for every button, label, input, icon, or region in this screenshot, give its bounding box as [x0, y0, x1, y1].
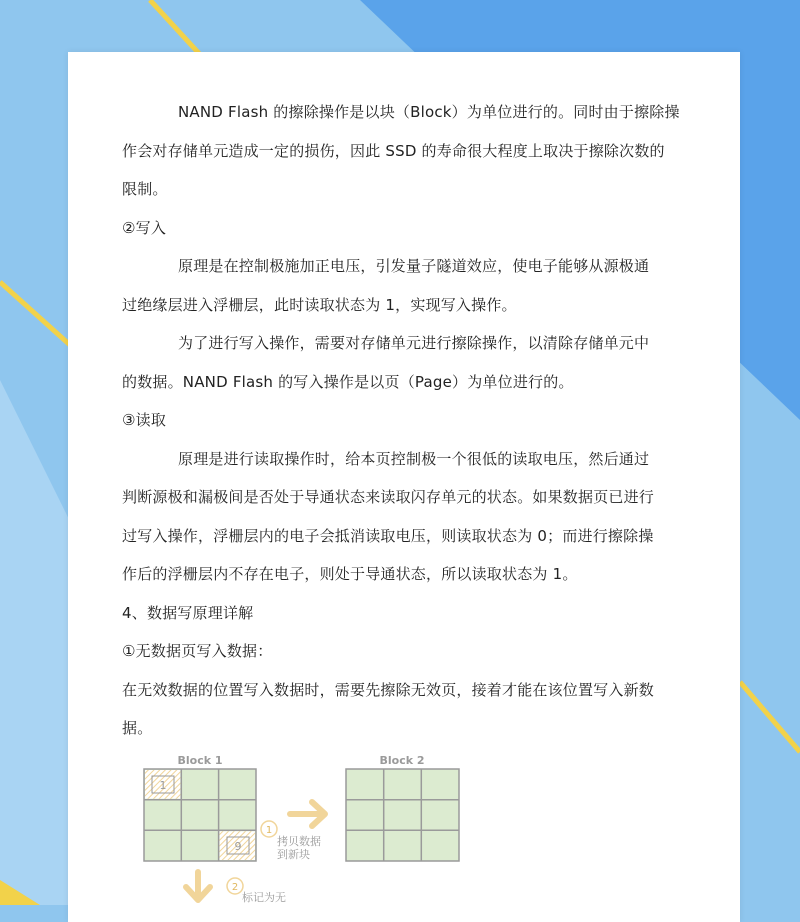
- paragraph-line: 原理是在控制极施加正电压，引发量子隧道效应，使电子能够从源极通: [178, 257, 650, 275]
- paragraph-line: 限制。: [122, 180, 168, 198]
- paragraph-line: 的数据。NAND Flash 的写入操作是以页（Page）为单位进行的。: [122, 373, 574, 391]
- arrow-right-icon: [290, 802, 325, 826]
- paragraph-line: 作后的浮栅层内不存在电子，则处于导通状态，所以读取状态为 1。: [122, 565, 578, 583]
- paragraph-line: 过绝缘层进入浮栅层，此时读取状态为 1，实现写入操作。: [122, 296, 517, 314]
- paragraph-line: 判断源极和漏极间是否处于导通状态来读取闪存单元的状态。如果数据页已进行: [122, 488, 655, 506]
- step1-caption: 拷贝数据: [277, 835, 321, 848]
- paragraph-line: 原理是进行读取操作时，给本页控制极一个很低的读取电压，然后通过: [178, 450, 650, 468]
- step1-number: 1: [265, 825, 273, 836]
- step2-caption: 标记为无: [242, 891, 286, 904]
- block2-label: Block 2: [379, 754, 425, 767]
- arrow-down-icon: [186, 872, 210, 900]
- section-heading: ③读取: [122, 411, 167, 429]
- paragraph-line: 作会对存储单元造成一定的损伤，因此 SSD 的寿命很大程度上取决于擦除次数的: [122, 142, 665, 160]
- step2-number: 2: [231, 882, 239, 893]
- cell-label: 1: [159, 779, 167, 792]
- section-heading: ②写入: [122, 219, 167, 237]
- paragraph-line: 为了进行写入操作，需要对存储单元进行擦除操作，以清除存储单元中: [178, 334, 650, 352]
- cell-label: 9: [234, 840, 242, 853]
- paragraph-line: 在无效数据的位置写入数据时，需要先擦除无效页，接着才能在该位置写入新数: [122, 681, 655, 699]
- paragraph-line: NAND Flash 的擦除操作是以块（Block）为单位进行的。同时由于擦除操: [178, 103, 680, 121]
- block1-label: Block 1: [177, 754, 223, 767]
- block2-grid: [346, 769, 459, 861]
- paragraph-line: 据。: [122, 719, 153, 737]
- step1-caption: 到新块: [277, 848, 310, 861]
- paragraph-line: 过写入操作，浮栅层内的电子会抵消读取电压，则读取状态为 0；而进行擦除操: [122, 527, 654, 545]
- block-diagram: [68, 52, 740, 905]
- section-heading: 4、数据写原理详解: [122, 604, 254, 622]
- document-page: [68, 52, 740, 922]
- section-heading: ①无数据页写入数据：: [122, 642, 273, 660]
